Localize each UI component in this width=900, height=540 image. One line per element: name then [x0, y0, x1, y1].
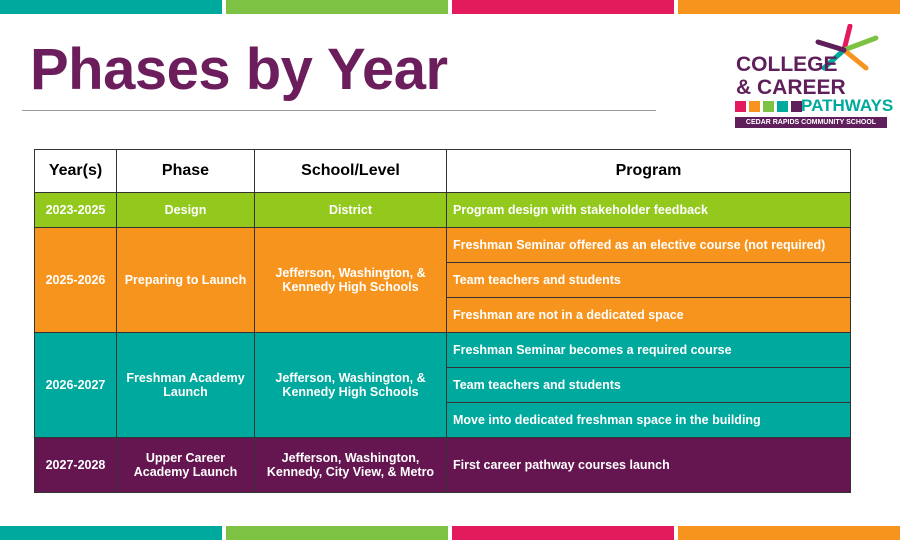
row-school: Jefferson, Washington, Kennedy, City View, & Metro	[255, 438, 447, 493]
table-row	[35, 438, 851, 493]
row-program: First career pathway courses launch	[447, 438, 851, 493]
logo-line-1: COLLEGE	[736, 53, 838, 76]
top-color-bar	[0, 0, 900, 14]
header-years: Year(s)	[35, 150, 117, 193]
title-divider	[22, 110, 656, 111]
table-row	[35, 193, 851, 228]
college-career-pathways-logo	[664, 24, 894, 137]
table-row	[35, 228, 851, 263]
table-row	[35, 333, 851, 368]
bottom-color-bar	[0, 526, 900, 540]
header-program: Program	[447, 150, 851, 193]
row-year: 2023-2025	[35, 193, 117, 228]
page-title: Phases by Year	[30, 37, 448, 102]
header-school-level: School/Level	[255, 150, 447, 193]
row-year: 2026-2027	[35, 333, 117, 438]
row-phase: Freshman Academy Launch	[117, 333, 255, 438]
row-program: Team teachers and students	[447, 368, 851, 403]
row-program: Freshman Seminar becomes a required course	[447, 333, 851, 368]
row-phase: Upper Career Academy Launch	[117, 438, 255, 493]
row-year: 2025-2026	[35, 228, 117, 333]
logo-line-2: & CAREER	[736, 76, 846, 99]
row-school: District	[255, 193, 447, 228]
row-program: Freshman Seminar offered as an elective course (not required)	[447, 228, 851, 263]
row-phase: Preparing to Launch	[117, 228, 255, 333]
row-school: Jefferson, Washington, & Kennedy High Schools	[255, 228, 447, 333]
logo-district: CEDAR RAPIDS COMMUNITY SCHOOL DISTRICT	[735, 117, 887, 128]
row-program: Freshman are not in a dedicated space	[447, 298, 851, 333]
row-phase: Design	[117, 193, 255, 228]
table-header-row	[35, 150, 851, 193]
row-year: 2027-2028	[35, 438, 117, 493]
phases-table	[34, 149, 851, 493]
row-program: Move into dedicated freshman space in the building	[447, 403, 851, 438]
row-school: Jefferson, Washington, & Kennedy High Schools	[255, 333, 447, 438]
logo-line-3: PATHWAYS	[801, 96, 894, 115]
row-program: Program design with stakeholder feedback	[447, 193, 851, 228]
row-program: Team teachers and students	[447, 263, 851, 298]
header-phase: Phase	[117, 150, 255, 193]
logo-color-squares	[735, 101, 802, 112]
